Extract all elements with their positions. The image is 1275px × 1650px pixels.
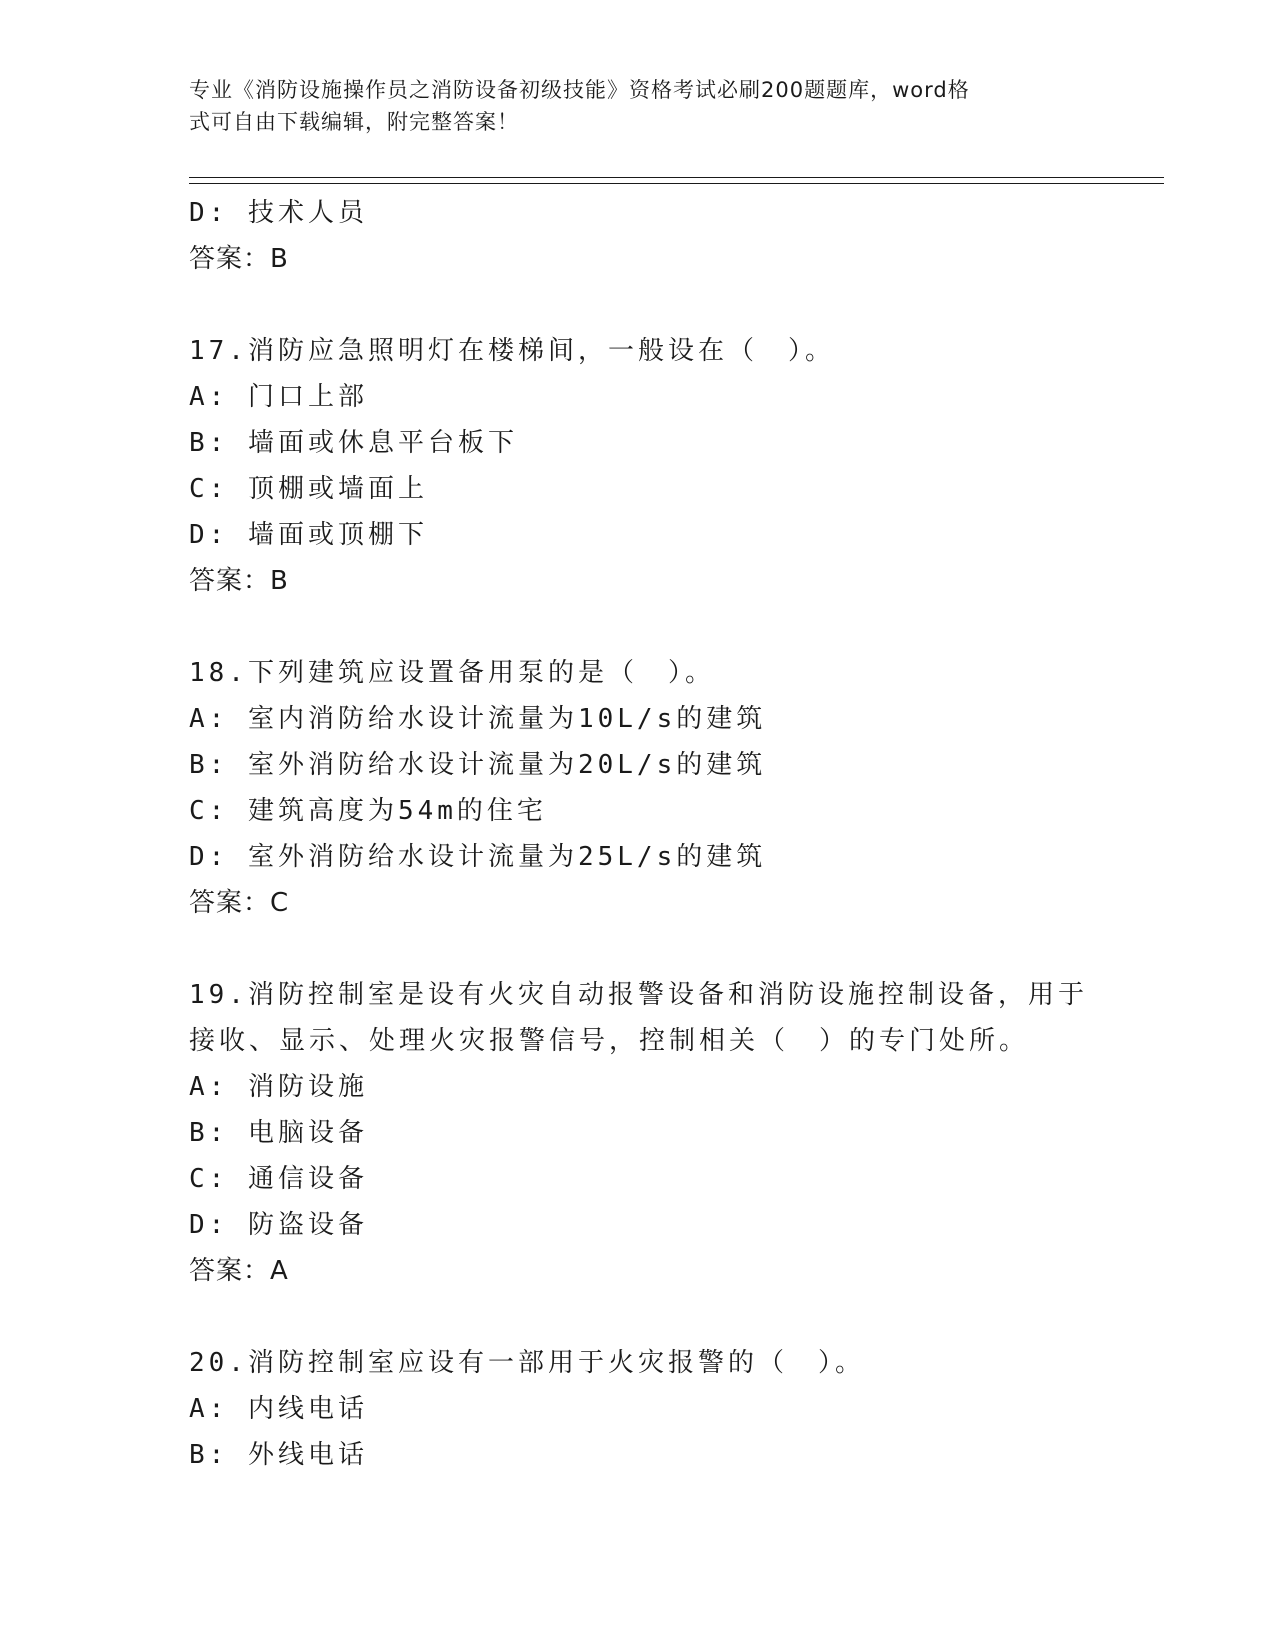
question-stem: 18.下列建筑应设置备用泵的是（ ）。 bbox=[189, 658, 715, 688]
question-stem: 20.消防控制室应设有一部用于火灾报警的（ ）。 bbox=[189, 1348, 865, 1378]
header-line-2: 式可自由下载编辑，附完整答案！ bbox=[189, 110, 519, 134]
option-a: A: 消防设施 bbox=[189, 1072, 368, 1102]
option-a: A: 门口上部 bbox=[189, 382, 368, 412]
header-divider-bottom bbox=[189, 183, 1164, 184]
answer-line: 答案：A bbox=[189, 1256, 289, 1286]
option-d: D: 墙面或顶棚下 bbox=[189, 520, 428, 550]
option-d: D: 室外消防给水设计流量为25L/s的建筑 bbox=[189, 842, 767, 872]
question-18 bbox=[189, 650, 1089, 926]
option-b: B: 外线电话 bbox=[189, 1440, 368, 1470]
answer-line: 答案：C bbox=[189, 888, 290, 918]
option-c: C: 通信设备 bbox=[189, 1164, 368, 1194]
option-c: C: 建筑高度为54m的住宅 bbox=[189, 796, 547, 826]
option-d: D: 防盗设备 bbox=[189, 1210, 368, 1240]
question-list bbox=[189, 190, 1089, 1478]
document-header bbox=[189, 74, 1089, 138]
answer-line: 答案：B bbox=[189, 566, 289, 596]
question-stem: 17.消防应急照明灯在楼梯间，一般设在（ ）。 bbox=[189, 336, 835, 366]
question-17 bbox=[189, 328, 1089, 604]
header-line-1: 专业《消防设施操作员之消防设备初级技能》资格考试必刷200题题库，word格 bbox=[189, 78, 970, 102]
option-b: B: 电脑设备 bbox=[189, 1118, 368, 1148]
previous-question-tail bbox=[189, 190, 1089, 282]
option-a: A: 室内消防给水设计流量为10L/s的建筑 bbox=[189, 704, 767, 734]
answer-line: 答案：B bbox=[189, 244, 289, 274]
header-divider-top bbox=[189, 177, 1164, 178]
option-b: B: 室外消防给水设计流量为20L/s的建筑 bbox=[189, 750, 767, 780]
option-a: A: 内线电话 bbox=[189, 1394, 368, 1424]
option-b: B: 墙面或休息平台板下 bbox=[189, 428, 518, 458]
option-d: D: 技术人员 bbox=[189, 198, 368, 228]
question-19 bbox=[189, 972, 1089, 1294]
question-stem: 19.消防控制室是设有火灾自动报警设备和消防设施控制设备，用于接收、显示、处理火灾报警信号，控制相关（ ）的专门处所。 bbox=[189, 980, 1088, 1056]
option-c: C: 顶棚或墙面上 bbox=[189, 474, 428, 504]
question-20 bbox=[189, 1340, 1089, 1478]
